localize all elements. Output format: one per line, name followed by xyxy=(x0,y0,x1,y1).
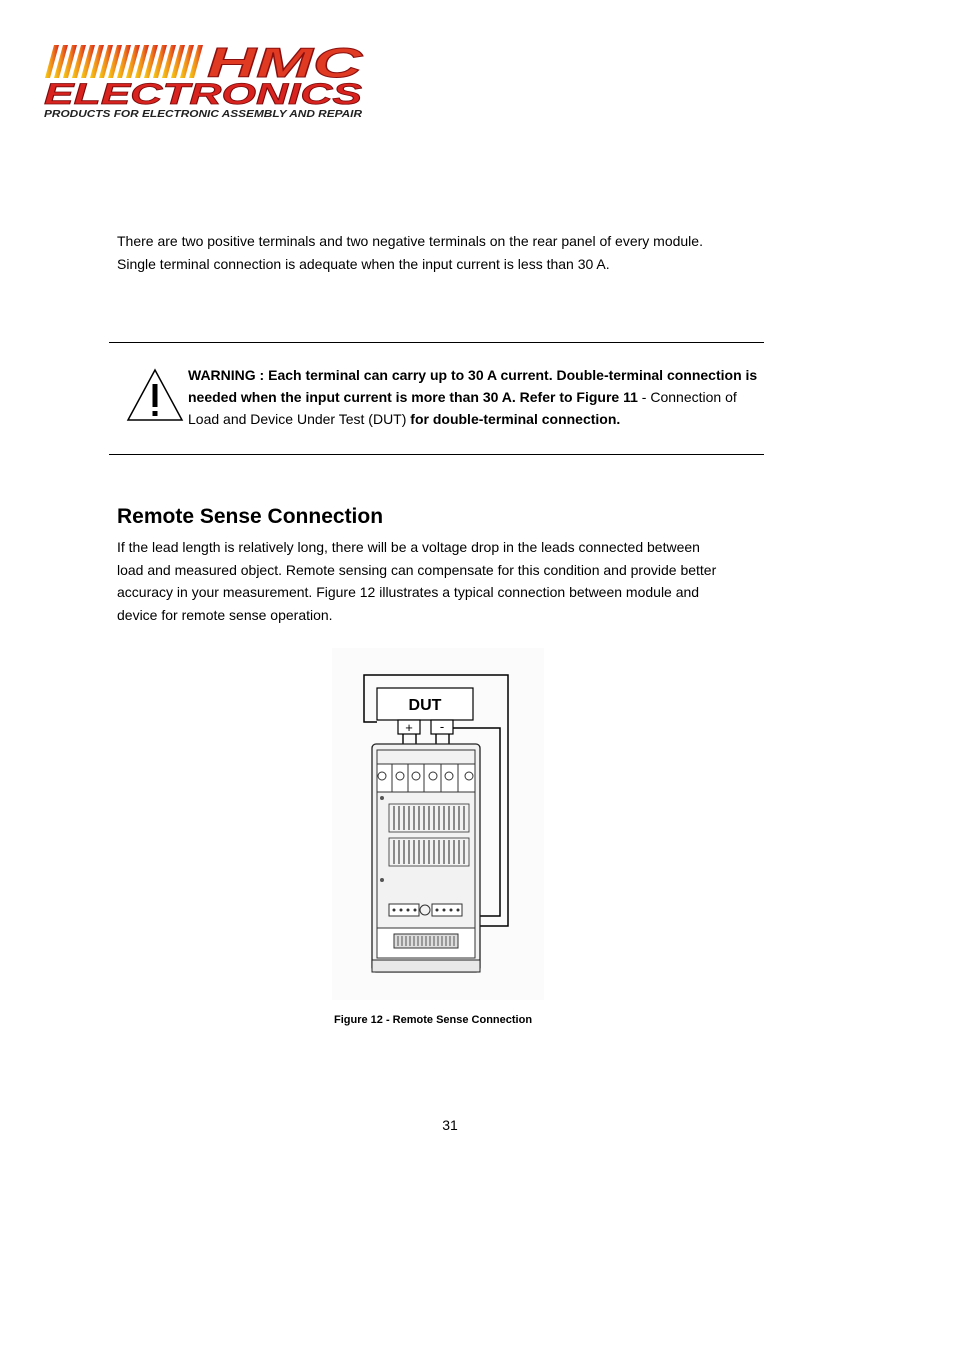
warning-bold-text-end: for double-terminal connection. xyxy=(410,411,621,427)
hmc-electronics-logo xyxy=(42,42,366,120)
section-paragraph xyxy=(117,536,757,626)
section-line-3: accuracy in your measurement. Figure 12 illustrates a typical connection between module and xyxy=(117,584,700,600)
remote-sense-figure xyxy=(332,648,544,1000)
minus-terminal-label: - xyxy=(439,719,445,734)
svg-text:ELECTRONICS: ELECTRONICS xyxy=(44,78,362,111)
section-line-1: If the lead length is relatively long, there will be a voltage drop in the leads connected between xyxy=(117,539,700,555)
warning-top-rule xyxy=(109,342,764,343)
plus-terminal-label: + xyxy=(405,720,413,735)
page-number: 31 xyxy=(442,1117,458,1133)
warning-bottom-rule xyxy=(109,454,764,455)
intro-line-1: There are two positive terminals and two negative terminals on the rear panel of every module. xyxy=(117,233,703,249)
figure-caption: Figure 12 - Remote Sense Connection xyxy=(334,1014,533,1026)
section-line-4: device for remote sense operation. xyxy=(117,606,333,623)
intro-paragraph xyxy=(117,230,757,275)
warning-triangle-icon xyxy=(126,368,184,422)
warning-normal-text: - Connection of Load and Device Under Test (DUT) xyxy=(188,389,737,427)
svg-text:PRODUCTS FOR ELECTRONIC ASSEMB: PRODUCTS FOR ELECTRONIC ASSEMBLY AND REPAIR xyxy=(44,108,363,120)
warning-text xyxy=(188,364,763,430)
dut-label: DUT xyxy=(408,697,442,714)
intro-line-2: Single terminal connection is adequate when the input current is less than 30 A. xyxy=(117,255,610,272)
svg-text:HMC: HMC xyxy=(207,42,364,86)
section-line-2: load and measured object. Remote sensing can compensate for this condition and provide better xyxy=(117,561,717,578)
section-heading: Remote Sense Connection xyxy=(117,505,384,528)
warning-bold-text: WARNING : Each terminal can carry up to 30 A current. Double-terminal connection is needed when the input current is more than 30 A. Refer to Figure 11 xyxy=(188,367,758,405)
